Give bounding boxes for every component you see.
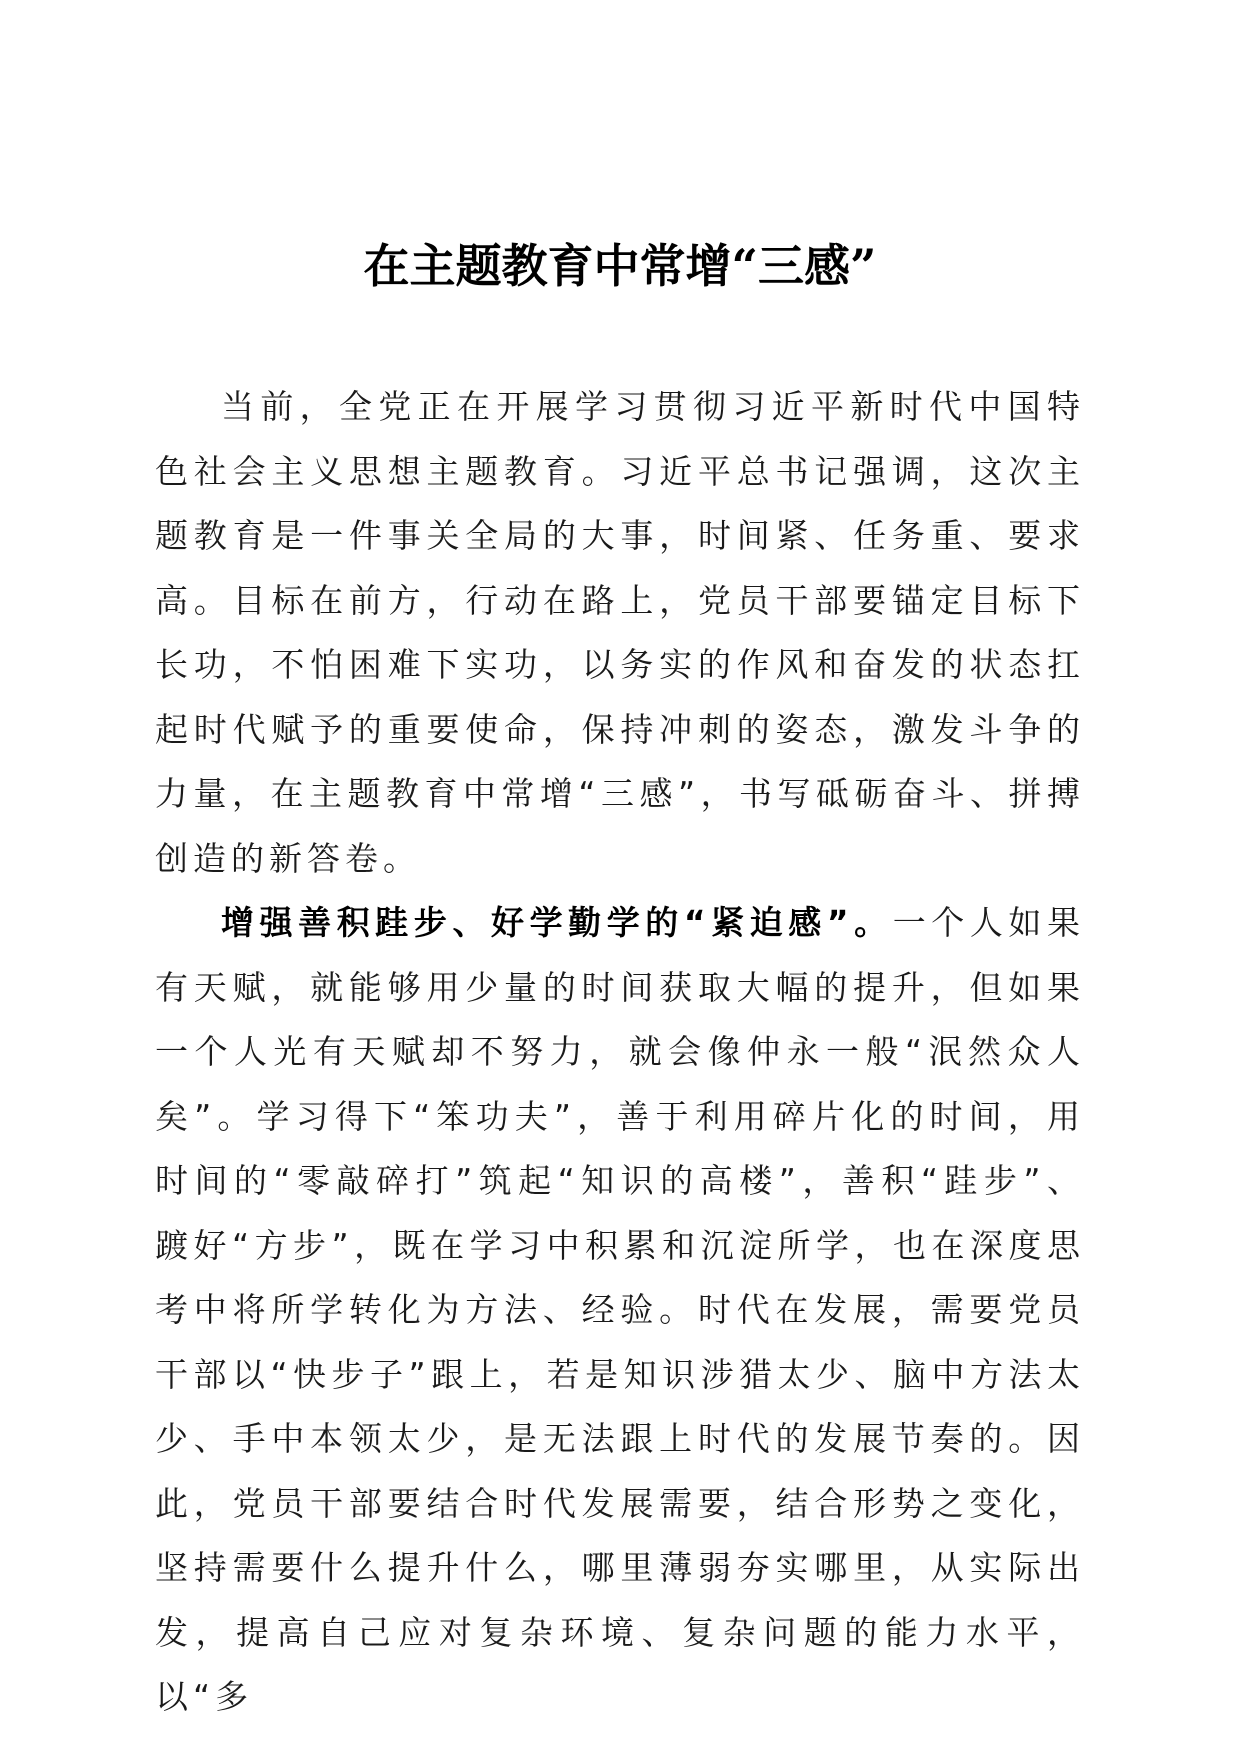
- document-title: 在主题教育中常增“三感”: [363, 239, 877, 293]
- paragraph-intro: 当前，全党正在开展学习贯彻习近平新时代中国特色社会主义思想主题教育。习近平总书记强调，这次主题教育是一件事关全局的大事，时间紧、任务重、要求高。目标在前方，行动在路上，党员干部要锚定目标下长功，不怕困难下实功，以务实的作风和奋发的状态扛起时代赋予的重要使命，保持冲刺的姿态，激发斗争的力量，在主题教育中常增“三感”，书写砥砺奋斗、拼搏创造的新答卷。: [155, 387, 1085, 878]
- paragraph-urgency-text: 一个人如果有天赋，就能够用少量的时间获取大幅的提升，但如果一个人光有天赋却不努力，就会像仲永一般“泯然众人矣”。学习得下“笨功夫”，善于利用碎片化的时间，用时间的“零敲碎打”筑起“知识的高楼”，善积“跬步”、踱好“方步”，既在学习中积累和沉淀所学，也在深度思考中将所学转化为方法、经验。时代在发展，需要党员干部以“快步子”跟上，若是知识涉猎太少、脑中方法太少、手中本领太少，是无法跟上时代的发展节奏的。因此，党员干部要结合时代发展需要，结合形势之变化，坚持需要什么提升什么，哪里薄弱夯实哪里，从实际出发，提高自己应对复杂环境、复杂问题的能力水平，以“多: [155, 903, 1085, 1716]
- document-body: [155, 375, 1085, 1730]
- paragraph-urgency: [155, 891, 1085, 1730]
- paragraph-lead-heading: 增强善积跬步、好学勤学的“紧迫感”。: [221, 903, 893, 942]
